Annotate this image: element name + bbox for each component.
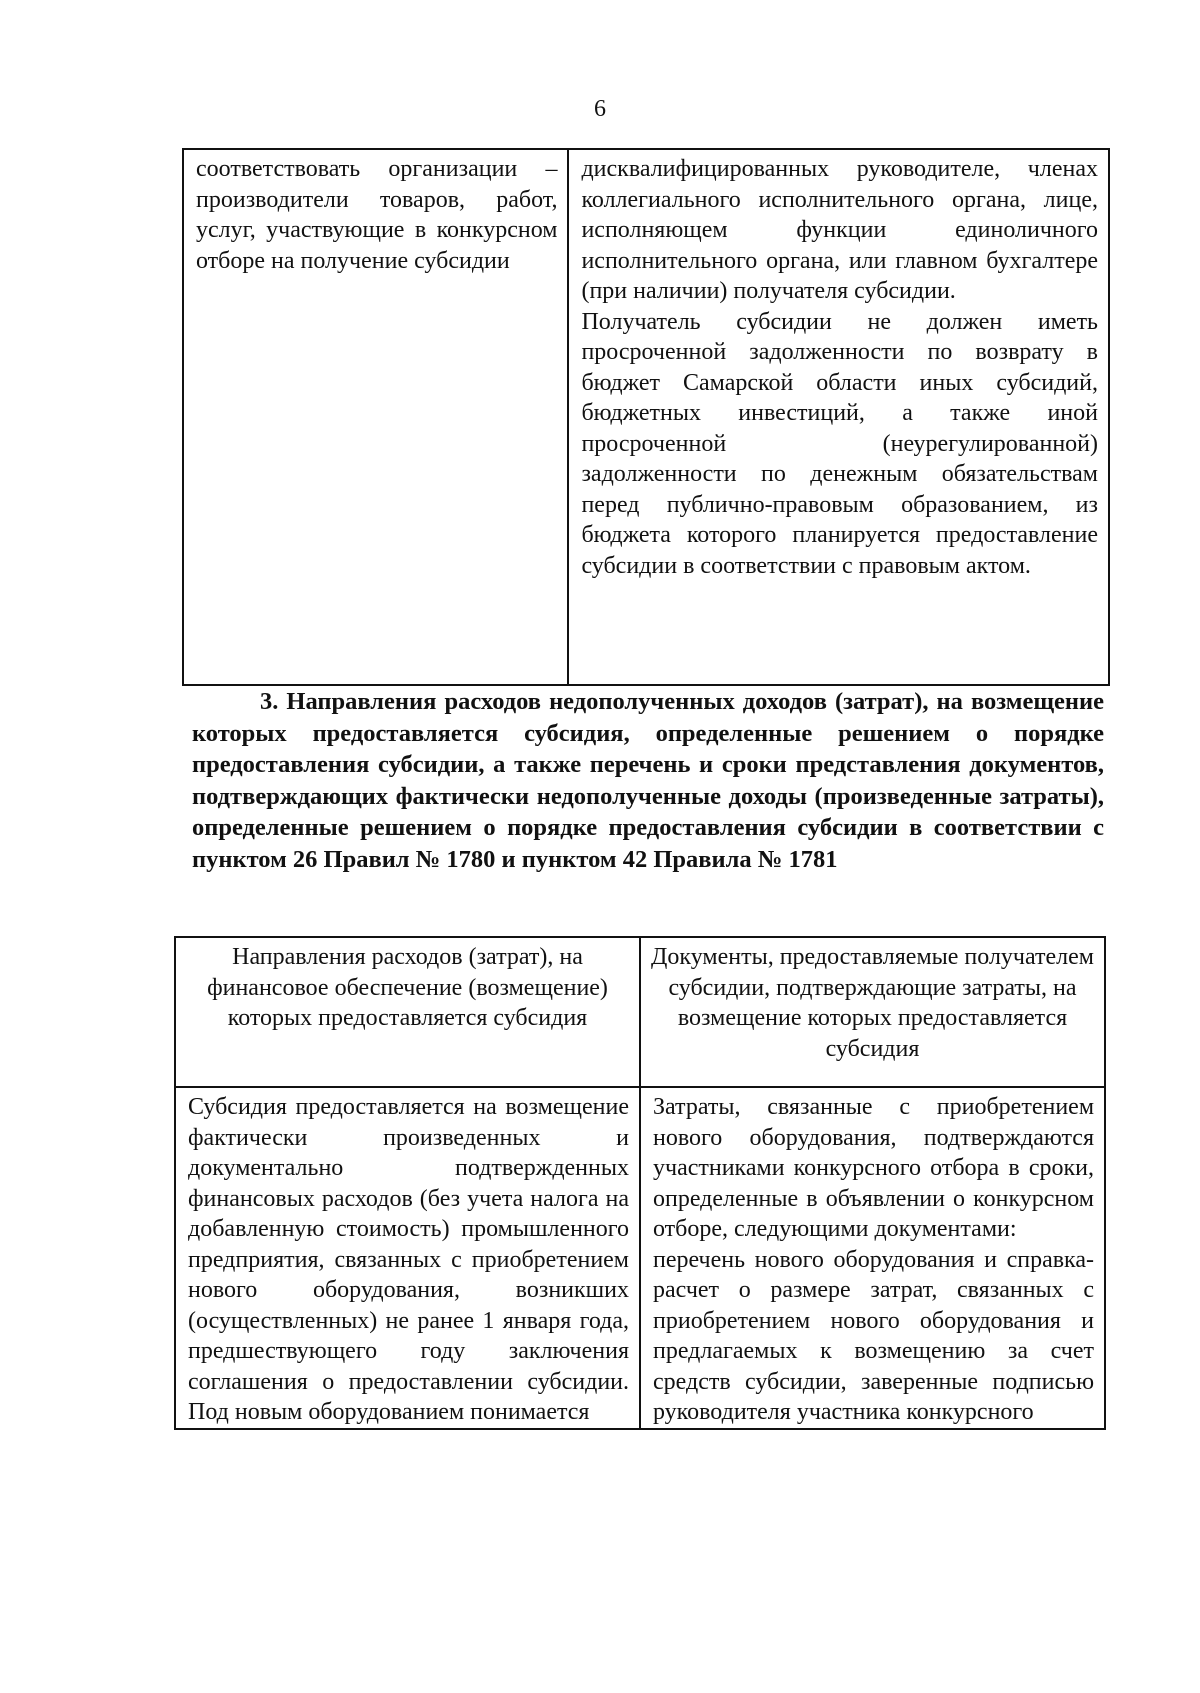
table2-header-left: Направления расходов (затрат), на финансовое обеспечение (возмещение) которых предоставляется субсидия bbox=[175, 937, 640, 1087]
page-number: 6 bbox=[594, 96, 606, 122]
requirements-table-continued bbox=[182, 148, 1110, 686]
section-3-heading-text: 3. Направления расходов недополученных доходов (затрат), на возмещение которых предоставляется субсидия, определенные решением о порядке предоставления субсидии, а также перечень и сроки представления документов, подтверждающих фактически недополученные доходы (произведенные затраты), определенные решением о порядке предоставления субсидии в соответствии с пунктом 26 Правил № 1780 и пунктом 42 Правила № 1781 bbox=[192, 688, 1104, 873]
table-header-row bbox=[175, 937, 1105, 1087]
section-3-heading bbox=[192, 686, 1104, 875]
table2-header-right: Документы, предоставляемые получателем субсидии, подтверждающие затраты, на возмещение которых предоставляется субсидия bbox=[640, 937, 1105, 1087]
table2-body-right-paragraph-2: перечень нового оборудования и справка-расчет о размере затрат, связанных с приобретением нового оборудования и предлагаемых к возмещению за счет средств субсидии, заверенные подписью руководителя участника конкурсного bbox=[653, 1246, 1094, 1425]
table1-left-cell: соответствовать организации – производители товаров, работ, услуг, участвующие в конкурсном отборе на получение субсидии bbox=[183, 149, 568, 685]
expenses-documents-table bbox=[174, 936, 1106, 1430]
table2-body-right bbox=[640, 1087, 1105, 1429]
table-row bbox=[183, 149, 1109, 685]
table1-right-cell bbox=[568, 149, 1109, 685]
table2-body-right-paragraph-1: Затраты, связанные с приобретением нового оборудования, подтверждаются участниками конкурсного отбора в сроки, определенные в объявлении о конкурсном отборе, следующими документами: bbox=[653, 1094, 1094, 1242]
table-row bbox=[175, 1087, 1105, 1429]
table2-body-left: Субсидия предоставляется на возмещение фактически произведенных и документально подтвержденных финансовых расходов (без учета налога на добавленную стоимость) промышленного предприятия, связанных с приобретением нового оборудования, возникших (осуществленных) не ранее 1 января года, предшествующего году заключения соглашения о предоставлении субсидии. Под новым оборудованием понимается bbox=[175, 1087, 640, 1429]
table1-right-paragraph-1: дисквалифицированных руководителе, членах коллегиального исполнительного органа, лице, исполняющем функции единоличного исполнительного органа, или главном бухгалтере (при наличии) получателя субсидии. bbox=[581, 156, 1098, 304]
table1-right-paragraph-2: Получатель субсидии не должен иметь просроченной задолженности по возврату в бюджет Самарской области иных субсидий, бюджетных инвестиций, а также иной просроченной (неурегулированной) задолженности по денежным обязательствам перед публично-правовым образованием, из бюджета которого планируется предоставление субсидии в соответствии с правовым актом. bbox=[581, 308, 1098, 579]
